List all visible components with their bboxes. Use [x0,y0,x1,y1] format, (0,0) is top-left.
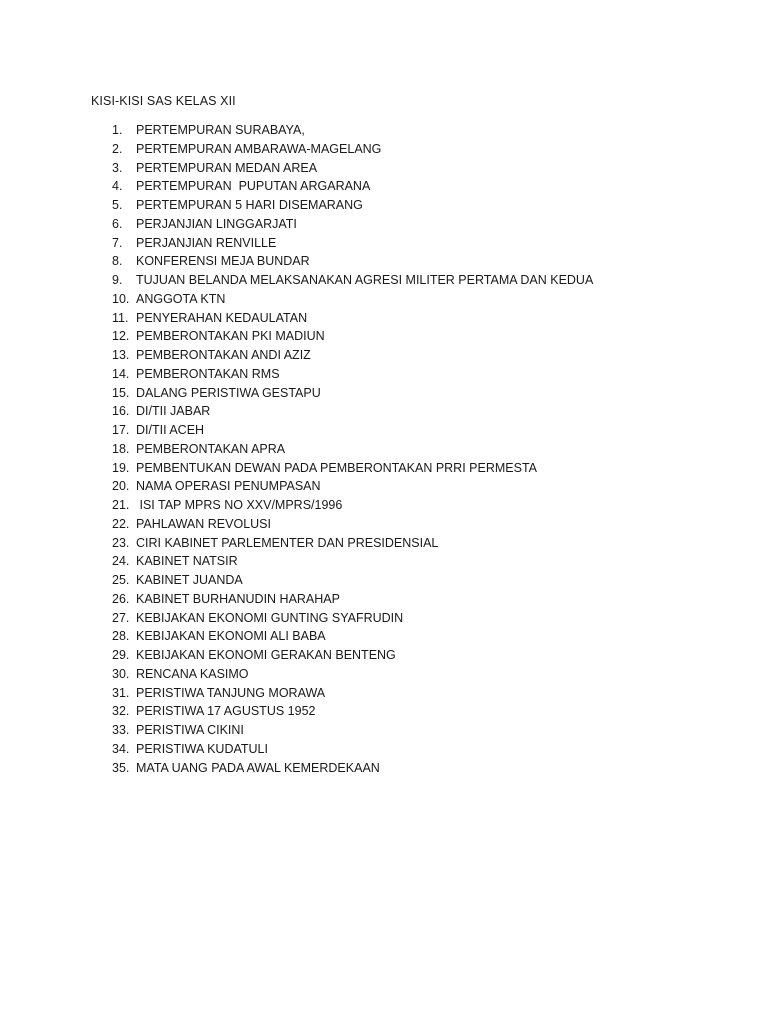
list-item-text: TUJUAN BELANDA MELAKSANAKAN AGRESI MILITER PERTAMA DAN KEDUA [136,273,594,287]
list-item-number: 34. [112,741,130,756]
list-item-number: 21. [112,498,130,512]
list-item-text: KABINET NATSIR [136,554,238,569]
document-title: KISI-KISI SAS KELAS XII [91,94,236,108]
list-item-text: PERJANJIAN LINGGARJATI [136,216,297,231]
list-item-text: DI/TII JABAR [136,404,211,419]
list-item-number: 5. [112,198,123,212]
list-item-number: 27. [112,610,130,625]
list-item-number: 10. [112,291,130,306]
list-item-text: DI/TII ACEH [136,423,205,437]
list-item-text: PERISTIWA 17 AGUSTUS 1952 [136,704,316,719]
list-item-number: 24. [112,554,130,569]
list-item-number: 17. [112,423,130,437]
list-item-text: MATA UANG PADA AWAL KEMERDEKAAN [136,760,380,775]
list-item-number: 26. [112,591,130,606]
list-item-number: 28. [112,629,130,644]
list-item-text: KEBIJAKAN EKONOMI GERAKAN BENTENG [136,648,396,662]
list-item-number: 13. [112,348,130,362]
list-item-number: 3. [112,160,123,175]
list-item-number: 4. [112,179,123,194]
list-item-text: PERTEMPURAN AMBARAWA-MAGELANG [136,141,382,156]
list-item-number: 31. [112,685,130,700]
list-item-number: 29. [112,648,130,662]
list-item-number: 15. [112,385,130,400]
list-item-number: 18. [112,441,130,456]
list-item-text: ISI TAP MPRS NO XXV/MPRS/1996 [136,498,343,512]
list-item-text: ANGGOTA KTN [136,291,226,306]
list-item-number: 25. [112,573,130,587]
list-item-number: 19. [112,460,130,475]
list-item-text: PERTEMPURAN SURABAYA, [136,123,305,137]
list-item-number: 30. [112,666,130,681]
list-item-text: KABINET BURHANUDIN HARAHAP [136,591,340,606]
list-item-text: PENYERAHAN KEDAULATAN [136,310,308,325]
list-item-number: 11. [112,310,129,325]
list-item-number: 35. [112,760,130,775]
list-item-number: 6. [112,216,123,231]
list-item-text: PAHLAWAN REVOLUSI [136,516,271,531]
list-item-text: NAMA OPERASI PENUMPASAN [136,479,321,494]
list-item-text: DALANG PERISTIWA GESTAPU [136,385,321,400]
list-item-text: PEMBERONTAKAN ANDI AZIZ [136,348,311,362]
list-item-number: 12. [112,329,130,344]
list-item-text: KEBIJAKAN EKONOMI GUNTING SYAFRUDIN [136,610,404,625]
list-item-text: PERISTIWA CIKINI [136,723,244,737]
list-item-text: KABINET JUANDA [136,573,243,587]
list-item-text: PERTEMPURAN 5 HARI DISEMARANG [136,198,363,212]
list-item-text: PERISTIWA TANJUNG MORAWA [136,685,326,700]
list-item-number: 14. [112,366,130,381]
list-item-text: PEMBERONTAKAN RMS [136,366,280,381]
list-item-text: PEMBERONTAKAN APRA [136,441,286,456]
list-item-number: 1. [112,123,123,137]
list-item-number: 20. [112,479,130,494]
list-item-text: PERTEMPURAN MEDAN AREA [136,160,318,175]
list-item-text: PERISTIWA KUDATULI [136,741,268,756]
list-item-number: 8. [112,254,123,269]
list-item-number: 2. [112,141,123,156]
list-item-text: RENCANA KASIMO [136,666,249,681]
list-item-number: 32. [112,704,130,719]
list-item-text: CIRI KABINET PARLEMENTER DAN PRESIDENSIAL [136,535,439,550]
list-item-text: PERJANJIAN RENVILLE [136,235,277,250]
list-item-text: KONFERENSI MEJA BUNDAR [136,254,310,269]
list-item-text: PEMBENTUKAN DEWAN PADA PEMBERONTAKAN PRRI PERMESTA [136,460,537,475]
list-item-number: 23. [112,535,130,550]
list-item-number: 16. [112,404,130,419]
list-item-number: 22. [112,516,130,531]
list-item-number: 9. [112,273,123,287]
list-item-text: PEMBERONTAKAN PKI MADIUN [136,329,325,344]
list-item-text: PERTEMPURAN PUPUTAN ARGARANA [136,179,371,194]
list-item-number: 33. [112,723,130,737]
list-item-text: KEBIJAKAN EKONOMI ALI BABA [136,629,326,644]
list-item-number: 7. [112,235,123,250]
